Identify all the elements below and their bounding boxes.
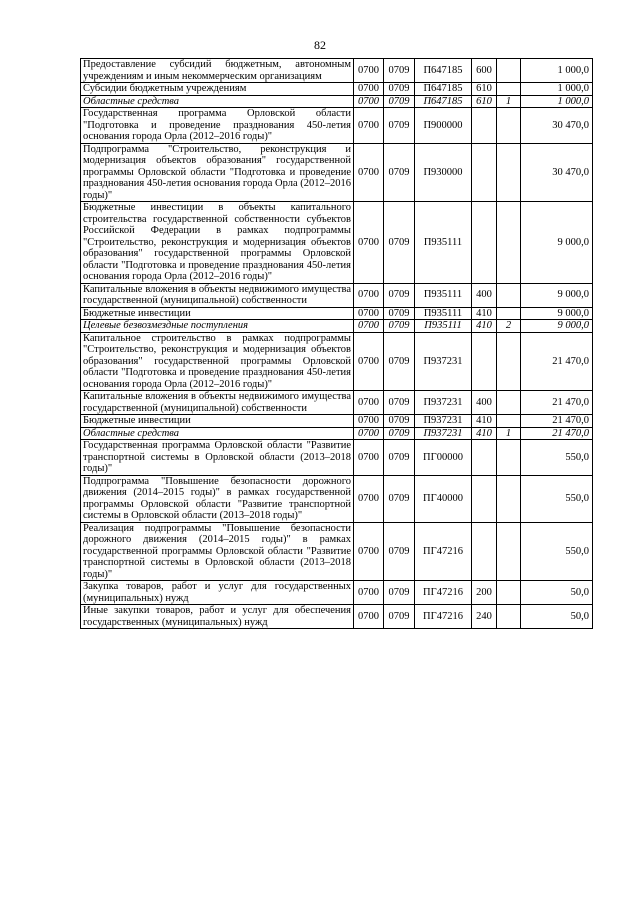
section-code-cell: 0700 — [354, 332, 384, 391]
amount-cell: 550,0 — [521, 440, 593, 476]
row-name-cell: Областные средства — [81, 427, 354, 440]
table-row — [81, 59, 593, 83]
table-row — [81, 522, 593, 581]
subsection-code-cell: 0709 — [384, 427, 415, 440]
table-row — [81, 605, 593, 629]
amount-cell: 21 470,0 — [521, 332, 593, 391]
amount-cell: 9 000,0 — [521, 202, 593, 284]
target-article-cell: П930000 — [415, 143, 472, 202]
amount-cell: 1 000,0 — [521, 95, 593, 108]
funding-source-cell — [497, 581, 521, 605]
funding-source-cell — [497, 143, 521, 202]
row-name-cell: Подпрограмма "Повышение безопасности дорожного движения (2014–2015 годы)" в рамках государственной программы Орловской области "Развитие транспортной системы в Орловской области (2013–2018 годы)" — [81, 475, 354, 522]
row-name-cell: Подпрограмма "Строительство, реконструкция и модернизация объектов образования" государственной программы Орловской области "Подготовка и проведение празднования 450-летия основания города Орла (2012–2016 годы)" — [81, 143, 354, 202]
target-article-cell: П647185 — [415, 59, 472, 83]
row-name-cell: Капитальные вложения в объекты недвижимого имущества государственной (муниципальной) собственности — [81, 391, 354, 415]
table-row — [81, 440, 593, 476]
expense-type-cell: 410 — [472, 427, 497, 440]
target-article-cell: П937231 — [415, 415, 472, 428]
section-code-cell: 0700 — [354, 202, 384, 284]
table-row — [81, 427, 593, 440]
section-code-cell: 0700 — [354, 427, 384, 440]
subsection-code-cell: 0709 — [384, 108, 415, 144]
section-code-cell: 0700 — [354, 605, 384, 629]
funding-source-cell — [497, 391, 521, 415]
row-name-cell: Капитальное строительство в рамках подпрограммы "Строительство, реконструкция и модернизация объектов образования" государственной программы Орловской области "Подготовка и проведение празднования 450-летия основания города Орла (2012–2016 годы)" — [81, 332, 354, 391]
amount-cell: 550,0 — [521, 475, 593, 522]
expense-type-cell — [472, 202, 497, 284]
expense-type-cell: 410 — [472, 307, 497, 320]
table-row — [81, 320, 593, 333]
funding-source-cell — [497, 605, 521, 629]
expense-type-cell: 400 — [472, 391, 497, 415]
target-article-cell: ПГ00000 — [415, 440, 472, 476]
row-name-cell: Государственная программа Орловской области "Развитие транспортной системы в Орловской области (2013–2018 годы)" — [81, 440, 354, 476]
amount-cell: 30 470,0 — [521, 108, 593, 144]
amount-cell: 1 000,0 — [521, 59, 593, 83]
subsection-code-cell: 0709 — [384, 391, 415, 415]
subsection-code-cell: 0709 — [384, 581, 415, 605]
table-row — [81, 581, 593, 605]
row-name-cell: Реализация подпрограммы "Повышение безопасности дорожного движения (2014–2015 годы)" в рамках государственной программы Орловской области "Развитие транспортной системы в Орловской области (2013–2018 годы)" — [81, 522, 354, 581]
table-body — [81, 59, 593, 629]
subsection-code-cell: 0709 — [384, 522, 415, 581]
table-row — [81, 143, 593, 202]
expense-type-cell — [472, 440, 497, 476]
section-code-cell: 0700 — [354, 415, 384, 428]
row-name-cell: Областные средства — [81, 95, 354, 108]
row-name-cell: Закупка товаров, работ и услуг для государственных (муниципальных) нужд — [81, 581, 354, 605]
expense-type-cell: 200 — [472, 581, 497, 605]
funding-source-cell: 1 — [497, 427, 521, 440]
funding-source-cell — [497, 202, 521, 284]
section-code-cell: 0700 — [354, 95, 384, 108]
target-article-cell: П935111 — [415, 320, 472, 333]
subsection-code-cell: 0709 — [384, 440, 415, 476]
row-name-cell: Бюджетные инвестиции — [81, 307, 354, 320]
section-code-cell: 0700 — [354, 391, 384, 415]
target-article-cell: П937231 — [415, 332, 472, 391]
expense-type-cell: 240 — [472, 605, 497, 629]
amount-cell: 50,0 — [521, 581, 593, 605]
expense-type-cell — [472, 475, 497, 522]
target-article-cell: ПГ47216 — [415, 522, 472, 581]
row-name-cell: Бюджетные инвестиции — [81, 415, 354, 428]
row-name-cell: Государственная программа Орловской области "Подготовка и проведение празднования 450-летия основания города Орла (2012–2016 годы)" — [81, 108, 354, 144]
subsection-code-cell: 0709 — [384, 332, 415, 391]
expense-type-cell: 410 — [472, 415, 497, 428]
target-article-cell: П935111 — [415, 307, 472, 320]
funding-source-cell — [497, 307, 521, 320]
section-code-cell: 0700 — [354, 307, 384, 320]
subsection-code-cell: 0709 — [384, 202, 415, 284]
row-name-cell: Капитальные вложения в объекты недвижимого имущества государственной (муниципальной) собственности — [81, 283, 354, 307]
section-code-cell: 0700 — [354, 522, 384, 581]
funding-source-cell: 2 — [497, 320, 521, 333]
section-code-cell: 0700 — [354, 320, 384, 333]
subsection-code-cell: 0709 — [384, 283, 415, 307]
table-row — [81, 415, 593, 428]
table-row — [81, 83, 593, 96]
subsection-code-cell: 0709 — [384, 475, 415, 522]
table-row — [81, 475, 593, 522]
row-name-cell: Бюджетные инвестиции в объекты капитального строительства государственной собственности субъектов Российской Федерации в рамках подпрограммы "Строительство, реконструкция и модернизация объектов образования" государственной программы Орловской области "Подготовка и проведение празднования 450-летия основания города Орла (2012–2016 годы)" — [81, 202, 354, 284]
table-row — [81, 95, 593, 108]
page-number: 82 — [314, 38, 326, 52]
target-article-cell: П647185 — [415, 95, 472, 108]
section-code-cell: 0700 — [354, 283, 384, 307]
funding-source-cell — [497, 332, 521, 391]
row-name-cell: Целевые безвозмездные поступления — [81, 320, 354, 333]
expense-type-cell — [472, 332, 497, 391]
amount-cell: 21 470,0 — [521, 427, 593, 440]
row-name-cell: Иные закупки товаров, работ и услуг для обеспечения государственных (муниципальных) нужд — [81, 605, 354, 629]
funding-source-cell — [497, 475, 521, 522]
target-article-cell: ПГ47216 — [415, 605, 472, 629]
amount-cell: 50,0 — [521, 605, 593, 629]
expense-type-cell — [472, 108, 497, 144]
target-article-cell: П935111 — [415, 202, 472, 284]
amount-cell: 9 000,0 — [521, 320, 593, 333]
amount-cell: 1 000,0 — [521, 83, 593, 96]
amount-cell: 9 000,0 — [521, 307, 593, 320]
section-code-cell: 0700 — [354, 440, 384, 476]
section-code-cell: 0700 — [354, 108, 384, 144]
row-name-cell: Субсидии бюджетным учреждениям — [81, 83, 354, 96]
table-row — [81, 391, 593, 415]
expense-type-cell: 600 — [472, 59, 497, 83]
amount-cell: 9 000,0 — [521, 283, 593, 307]
funding-source-cell — [497, 283, 521, 307]
funding-source-cell — [497, 59, 521, 83]
table-row — [81, 332, 593, 391]
section-code-cell: 0700 — [354, 581, 384, 605]
table-row — [81, 283, 593, 307]
row-name-cell: Предоставление субсидий бюджетным, автономным учреждениям и иным некоммерческим организациям — [81, 59, 354, 83]
target-article-cell: П647185 — [415, 83, 472, 96]
table-row — [81, 108, 593, 144]
section-code-cell: 0700 — [354, 59, 384, 83]
section-code-cell: 0700 — [354, 475, 384, 522]
funding-source-cell — [497, 440, 521, 476]
table-row — [81, 307, 593, 320]
section-code-cell: 0700 — [354, 83, 384, 96]
target-article-cell: П937231 — [415, 427, 472, 440]
subsection-code-cell: 0709 — [384, 320, 415, 333]
subsection-code-cell: 0709 — [384, 59, 415, 83]
amount-cell: 30 470,0 — [521, 143, 593, 202]
funding-source-cell — [497, 83, 521, 96]
subsection-code-cell: 0709 — [384, 83, 415, 96]
amount-cell: 21 470,0 — [521, 415, 593, 428]
funding-source-cell — [497, 522, 521, 581]
subsection-code-cell: 0709 — [384, 415, 415, 428]
amount-cell: 550,0 — [521, 522, 593, 581]
subsection-code-cell: 0709 — [384, 95, 415, 108]
expense-type-cell — [472, 143, 497, 202]
table-row — [81, 202, 593, 284]
subsection-code-cell: 0709 — [384, 605, 415, 629]
subsection-code-cell: 0709 — [384, 307, 415, 320]
target-article-cell: П935111 — [415, 283, 472, 307]
subsection-code-cell: 0709 — [384, 143, 415, 202]
section-code-cell: 0700 — [354, 143, 384, 202]
funding-source-cell — [497, 415, 521, 428]
expense-type-cell: 400 — [472, 283, 497, 307]
expense-type-cell: 610 — [472, 83, 497, 96]
target-article-cell: ПГ47216 — [415, 581, 472, 605]
target-article-cell: П937231 — [415, 391, 472, 415]
budget-table — [80, 58, 593, 629]
amount-cell: 21 470,0 — [521, 391, 593, 415]
expense-type-cell: 410 — [472, 320, 497, 333]
target-article-cell: П900000 — [415, 108, 472, 144]
expense-type-cell — [472, 522, 497, 581]
funding-source-cell: 1 — [497, 95, 521, 108]
target-article-cell: ПГ40000 — [415, 475, 472, 522]
funding-source-cell — [497, 108, 521, 144]
expense-type-cell: 610 — [472, 95, 497, 108]
